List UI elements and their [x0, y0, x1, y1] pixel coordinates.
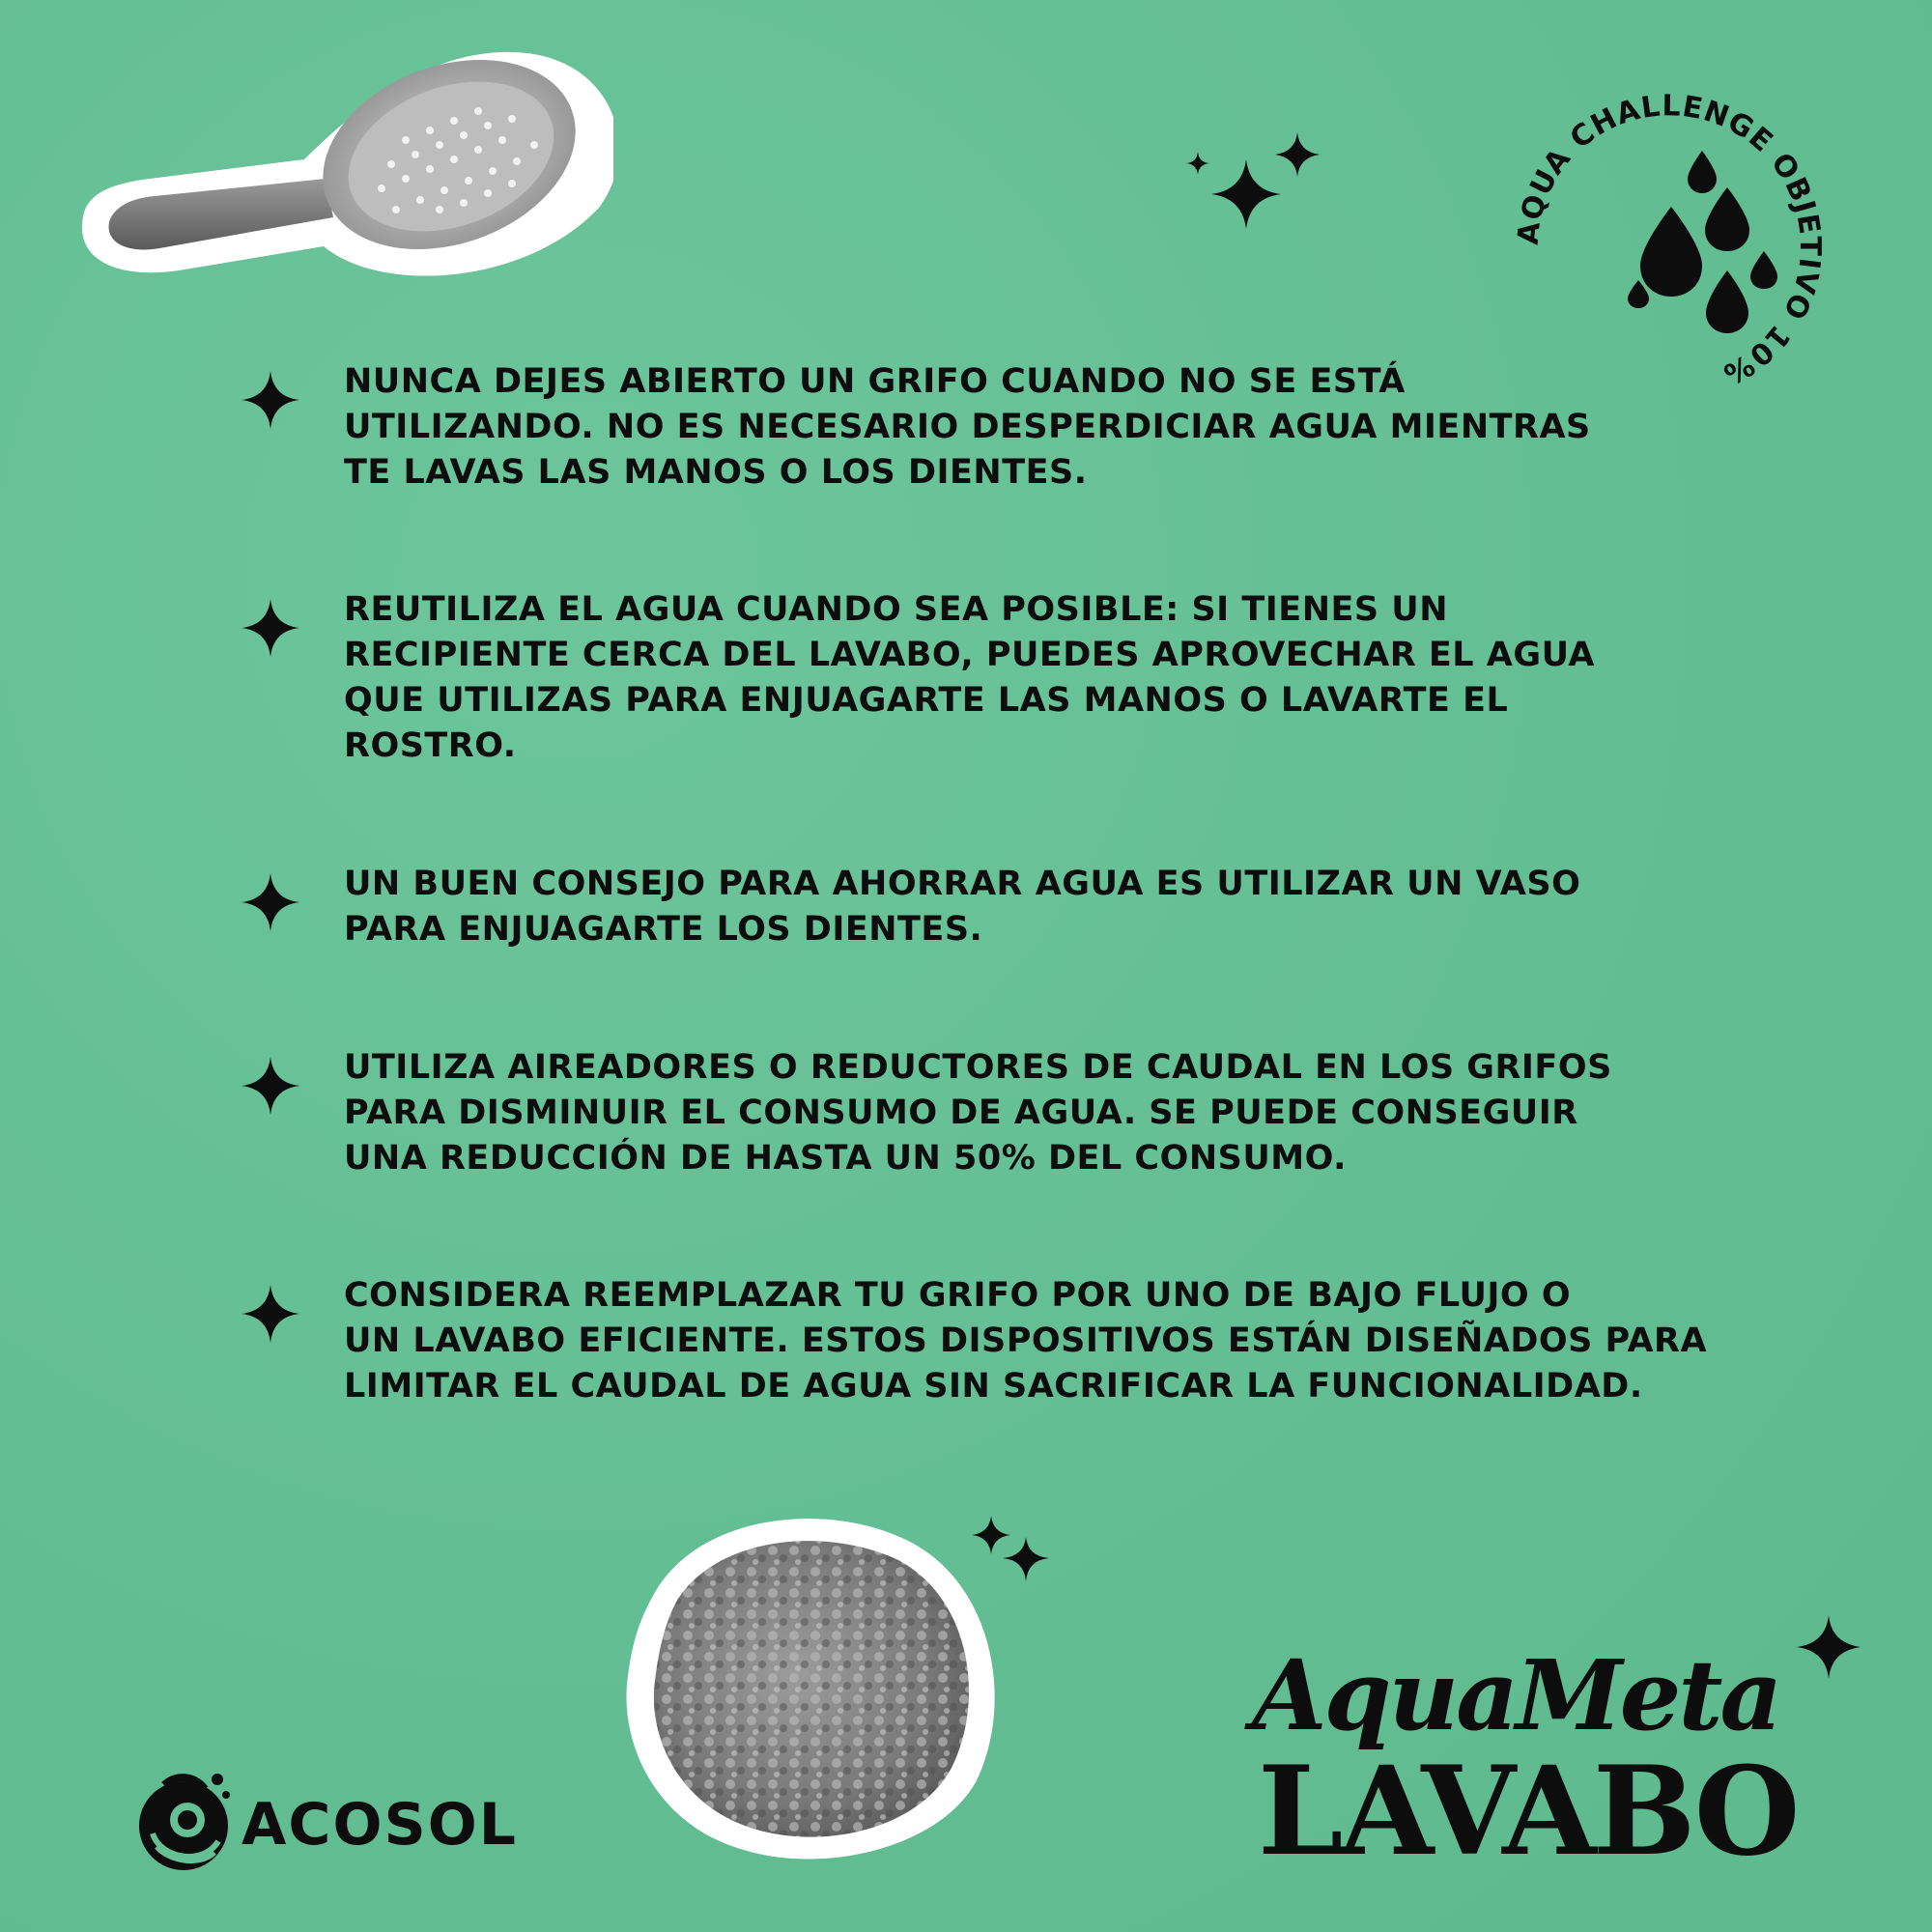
sparkle-icon: [240, 1055, 301, 1117]
badge-text: AQUA CHALLENGE OBJETIVO 10%: [1511, 89, 1828, 391]
tip-item: [240, 862, 1804, 952]
acosol-logo-icon: [126, 1766, 234, 1874]
tip-text: NUNCA DEJES ABIERTO UN GRIFO CUANDO NO SE ESTÁ UTILIZANDO. NO ES NECESARIO DESPERDICIAR AGUA MIENTRAS TE LAVAS LAS MANOS O LOS DIENTES.: [344, 362, 1591, 492]
tip-text: UN BUEN CONSEJO PARA AHORRAR AGUA ES UTILIZAR UN VASO PARA ENJUAGARTE LOS DIENTES.: [344, 865, 1581, 949]
sponge-image: [618, 1502, 1009, 1869]
aquameta-brand: [1246, 1638, 1845, 1883]
tip-text: UTILIZA AIREADORES O REDUCTORES DE CAUDAL EN LOS GRIFOS PARA DISMINUIR EL CONSUMO DE AGUA. SE PUEDE CONSEGUIR UNA REDUCCIÓN DE HASTA UN 50% DEL CONSUMO.: [344, 1048, 1612, 1178]
tip-item: [240, 587, 1804, 769]
acosol-name: ACOSOL: [242, 1791, 518, 1859]
sparkle-icon: [240, 597, 301, 659]
tip-item: [240, 1045, 1804, 1181]
tip-item: [240, 359, 1804, 496]
tip-text: CONSIDERA REEMPLAZAR TU GRIFO POR UNO DE BAJO FLUJO O UN LAVABO EFICIENTE. ESTOS DISPOSITIVOS ESTÁN DISEÑADOS PARA LIMITAR EL CAUDAL DE AGUA SIN SACRIFICAR LA FUNCIONALIDAD.: [344, 1276, 1708, 1406]
tip-text: REUTILIZA EL AGUA CUANDO SEA POSIBLE: SI TIENES UN RECIPIENTE CERCA DEL LAVABO, PUEDES APROVECHAR EL AGUA QUE UTILIZAS PARA ENJUAGARTE LAS MANOS O LAVARTE EL ROSTRO.: [344, 590, 1595, 765]
sparkle-icon: [240, 1283, 301, 1345]
brand-script-title: AquaMeta: [1252, 1638, 1780, 1752]
sparkles-icon: [966, 1512, 1063, 1589]
sparkle-icon: [240, 369, 301, 431]
tip-item: [240, 1273, 1804, 1409]
acosol-logo: [126, 1766, 518, 1874]
sparkle-icon: [240, 871, 301, 933]
brand-main-title: LAVABO: [1258, 1740, 1797, 1883]
sparkle-icon: [1795, 1613, 1862, 1681]
